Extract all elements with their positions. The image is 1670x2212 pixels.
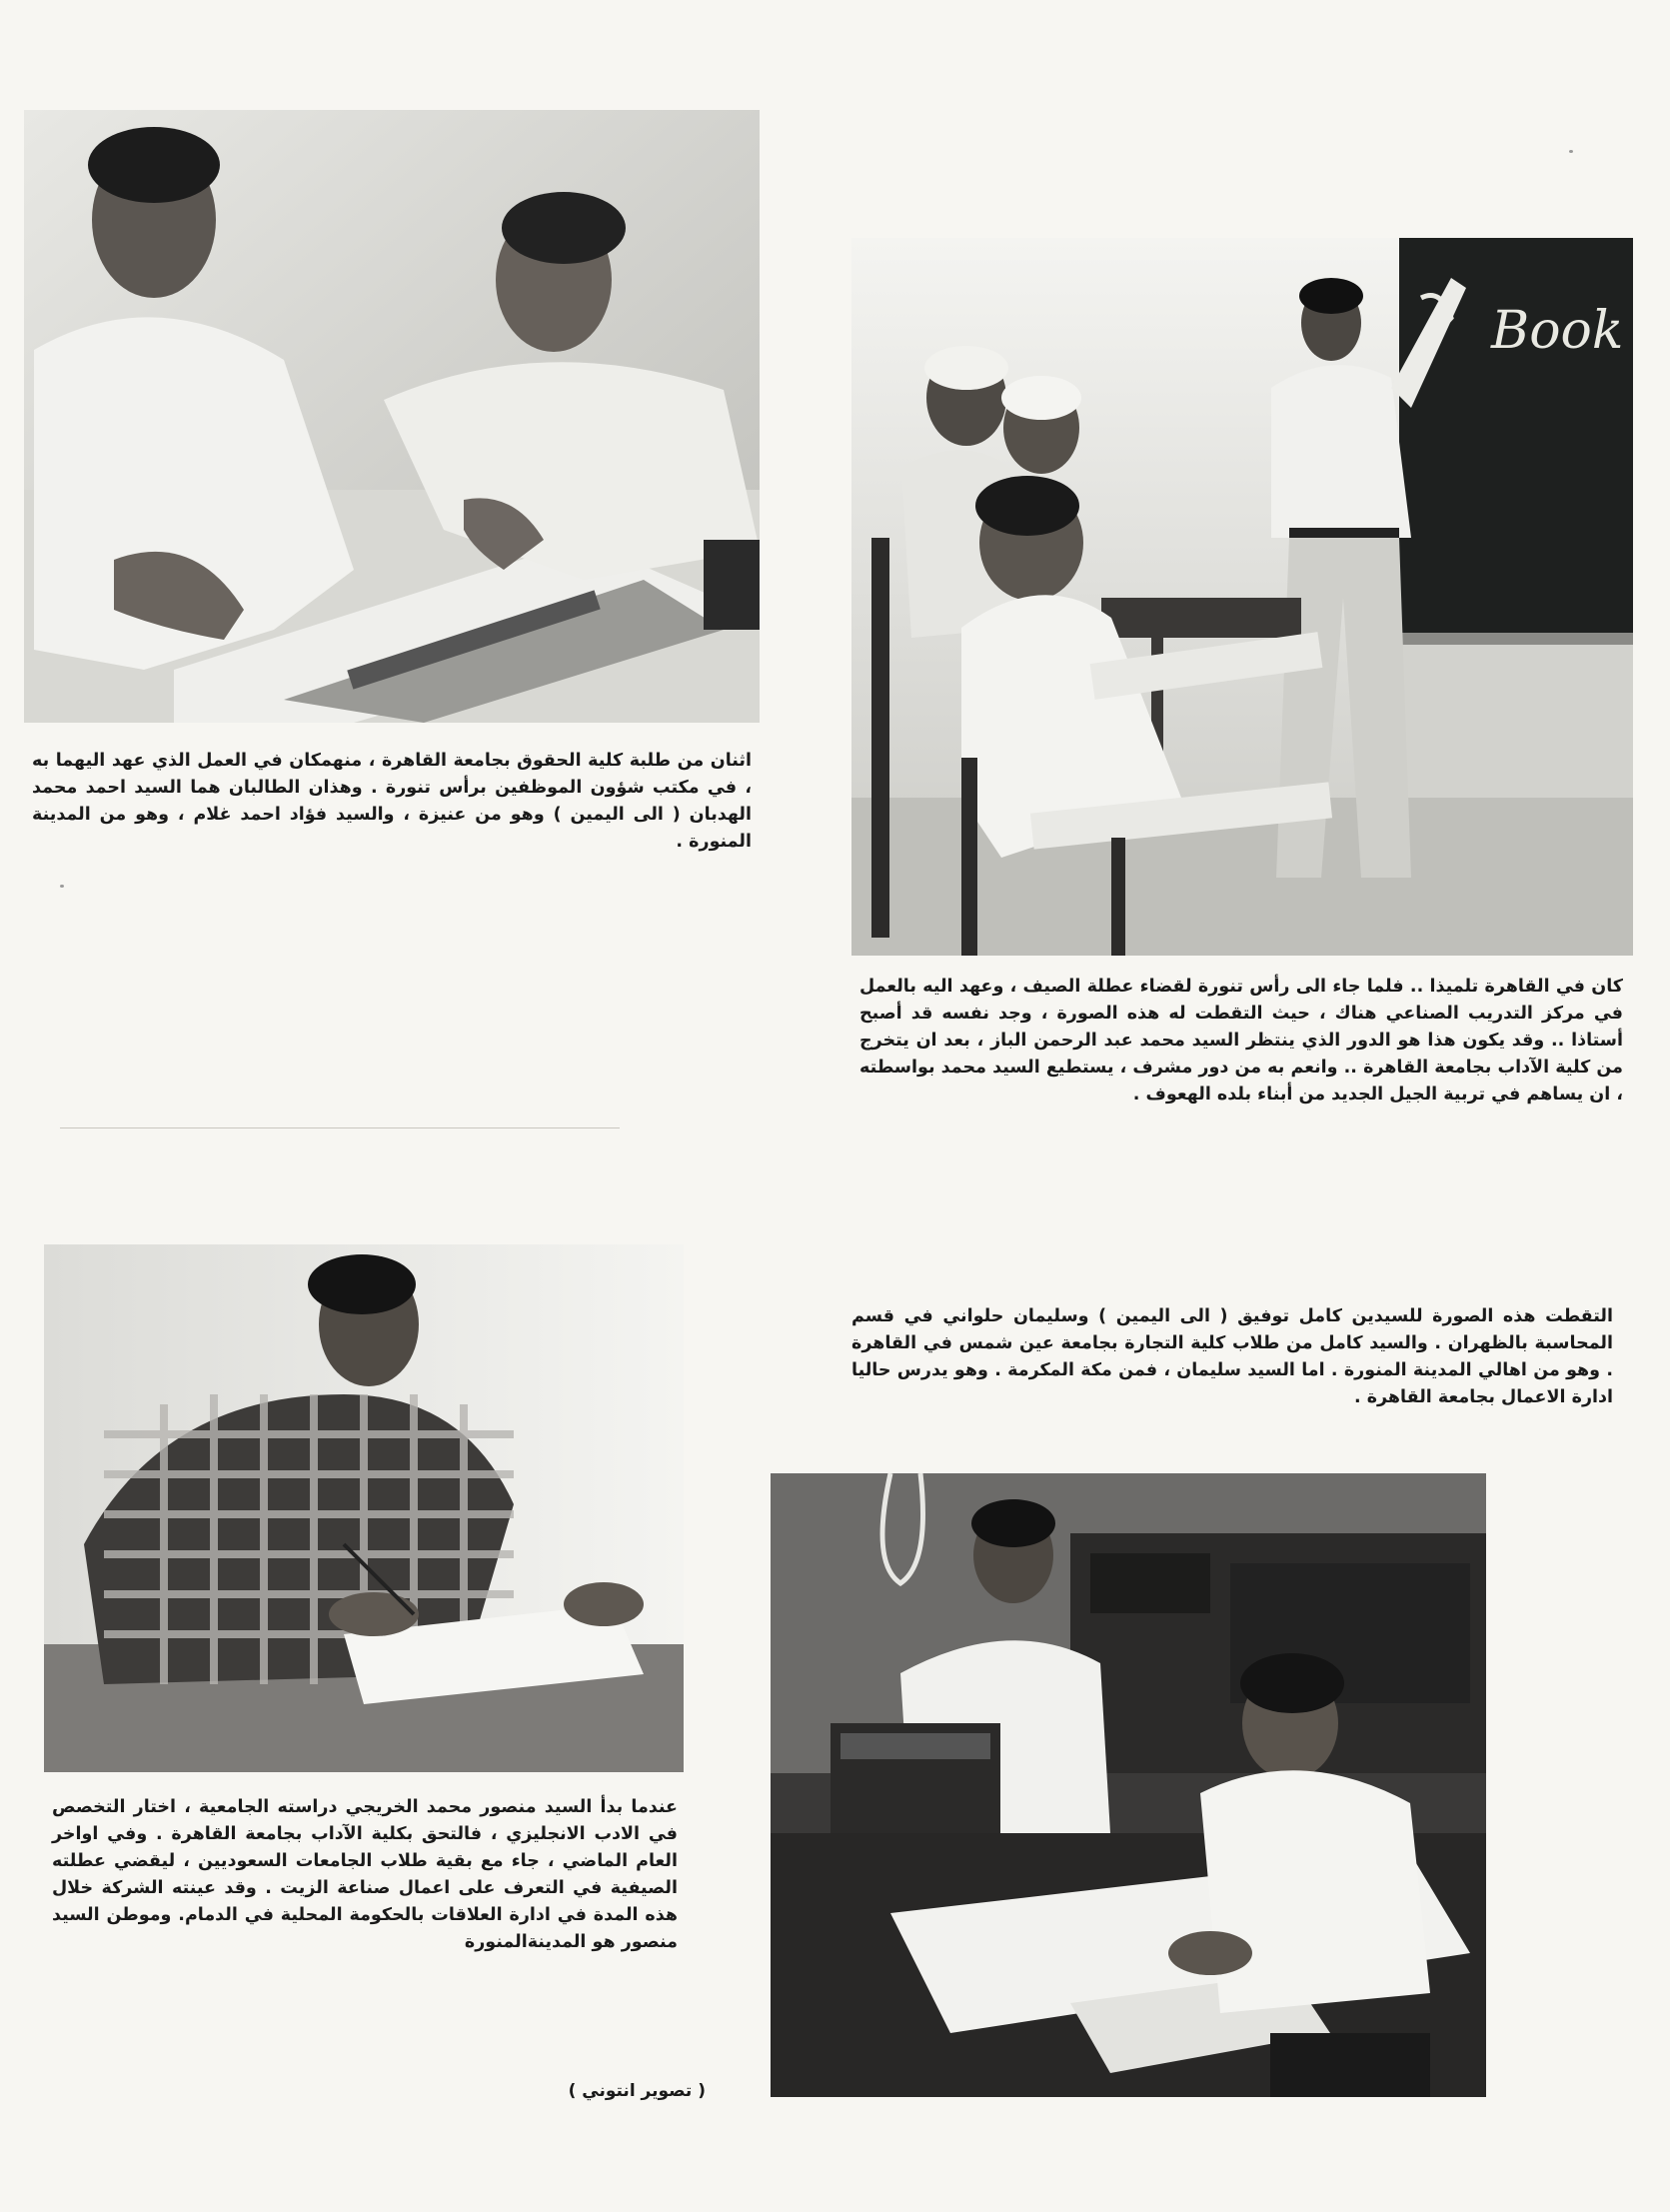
photo-teacher-chalkboard [851,238,1633,956]
caption-teacher: كان في القاهرة تلميذا .. فلما جاء الى رأس تنورة لقضاء عطلة الصيف ، وعهد اليه بالعمل في مركز التدريب الصناعي هناك ، حيث التقطت له هذه الصورة ، وجد نفسه قد أصبح أستاذا .. وقد يكون هذا هو الدور الذي ينتظر السيد محمد عبد الرحمن الباز ، بعد ان يتخرج من كلية الآداب بجامعة القاهرة .. وانعم به من دور مشرف ، يستطيع السيد محمد بواسطته ، ان يساهم في تربية الجيل الجديد من أبناء بلده الهعوف . [859,977,1623,1105]
caption-law-students: اثنان من طلبة كلية الحقوق بجامعة القاهرة ، منهمكان في العمل الذي عهد اليهما به ، في مكتب شؤون الموظفين برأس تنورة . وهذان الطالبان هما السيد احمد محمد الهدبان ( الى اليمين ) وهو من عنيزة ، والسيد فؤاد احمد غلام ، وهو من المدينة المنورة . [32,751,752,852]
chalkboard-text: Book [1491,301,1624,361]
photo-law-students [24,110,760,723]
print-speck [1569,150,1573,153]
caption-mansour: عندما بدأ السيد منصور محمد الخريجي دراسته الجامعية ، اختار التخصص في الادب الانجليزي ، فالتحق بكلية الآداب بجامعة القاهرة . وفي اواخر العام الماضي ، جاء مع بقية طلاب الجامعات السعوديين ، ليقضي عطلته الصيفية في التعرف على اعمال صناعة الزيت . وقد عينته الشركة خلال هذه المدة في ادارة العلاقات بالحكومة المحلية في الدمام. وموطن السيد منصور هو المدينةالمنورة [52,1797,678,1952]
photo-credit: ( تصوير انتوني ) [568,2081,706,2101]
caption-accounting: التقطت هذه الصورة للسيدين كامل توفيق ( الى اليمين ) وسليمان حلواني في قسم المحاسبة بالظهران . والسيد كامل من طلاب كلية التجارة بجامعة عين شمس في القاهرة . وهو من اهالي المدينة المنورة . اما السيد سليمان ، فمن مكة المكرمة . وهو يدرس حاليا ادارة الاعمال بجامعة القاهرة . [851,1306,1613,1407]
photo-accounting-office [771,1473,1486,2097]
divider [60,1127,620,1128]
print-speck [60,885,64,888]
photo-mansour-writing [44,1244,684,1772]
